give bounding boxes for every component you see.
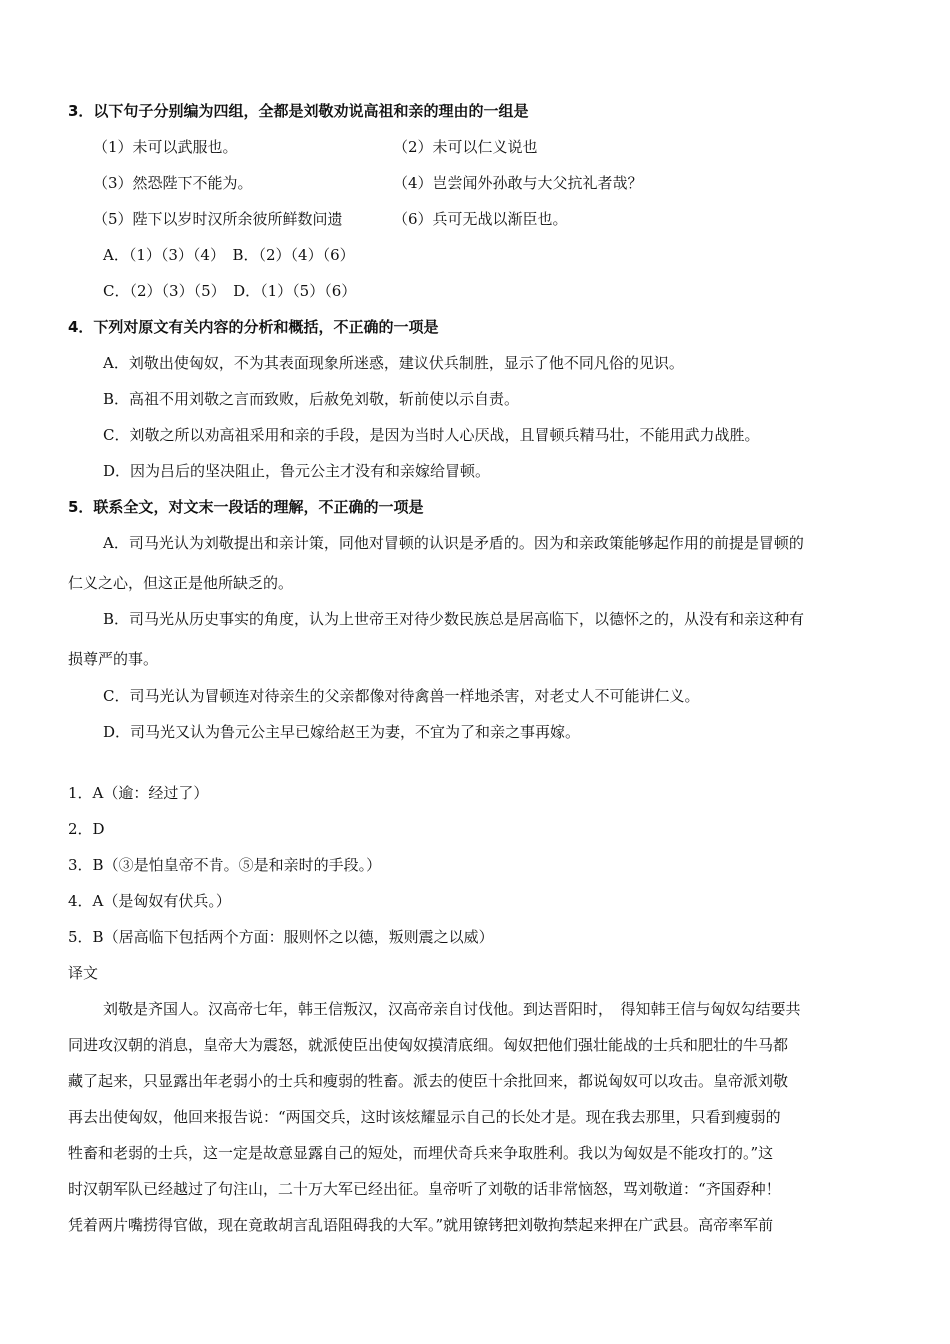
q4-option-b: B．高祖不用刘敬之言而致败，后赦免刘敬，斩前使以示自责。 xyxy=(103,390,520,408)
question-3-title: 3．以下句子分别编为四组，全都是刘敬劝说高祖和亲的理由的一组是 xyxy=(68,102,529,120)
q5-option-b-line2: 损尊严的事。 xyxy=(68,650,159,668)
q3-item-1: （1）未可以武服也。 xyxy=(93,138,238,156)
q5-option-a-line1: A．司马光认为刘敬提出和亲计策，同他对冒顿的认识是矛盾的。因为和亲政策能够起作用的前提是冒顿的 xyxy=(103,534,804,552)
q5-option-a-line2: 仁义之心，但这正是他所缺乏的。 xyxy=(68,574,294,592)
translation-line: 藏了起来，只显露出年老弱小的士兵和瘦弱的牲畜。派去的使臣十余批回来，都说匈奴可以攻击。皇帝派刘敬 xyxy=(68,1072,789,1090)
translation-line: 时汉朝军队已经越过了句注山，二十万大军已经出征。皇帝听了刘敬的话非常恼怒，骂刘敬道：“齐国孬种！ xyxy=(68,1180,781,1198)
answer-3: 3．B（③是怕皇帝不肯。⑤是和亲时的手段。） xyxy=(68,856,382,874)
q4-option-a: A．刘敬出使匈奴，不为其表面现象所迷惑，建议伏兵制胜，显示了他不同凡俗的见识。 xyxy=(103,354,684,372)
q3-item-6: （6）兵可无战以渐臣也。 xyxy=(393,210,568,228)
q4-option-c: C．刘敬之所以劝高祖采用和亲的手段，是因为当时人心厌战，且冒顿兵精马壮，不能用武力战胜。 xyxy=(103,426,760,444)
q5-option-b-line1: B．司马光从历史事实的角度，认为上世帝王对待少数民族总是居高临下，以德怀之的，从没有和亲这种有 xyxy=(103,610,805,628)
question-5-title: 5．联系全文，对文末一段话的理解，不正确的一项是 xyxy=(68,498,424,516)
q3-item-2: （2）未可以仁义说也 xyxy=(393,138,538,156)
q5-option-d: D．司马光又认为鲁元公主早已嫁给赵王为妻，不宜为了和亲之事再嫁。 xyxy=(103,723,581,741)
q3-options-ab: A．（1）（3）（4） B．（2）（4）（6） xyxy=(103,246,355,264)
q3-options-cd: C．（2）（3）（5） D．（1）（5）（6） xyxy=(103,282,357,300)
q4-option-d: D．因为吕后的坚决阻止，鲁元公主才没有和亲嫁给冒顿。 xyxy=(103,462,491,480)
answer-2: 2．D xyxy=(68,820,105,838)
translation-line: 再去出使匈奴，他回来报告说：“两国交兵，这时该炫耀显示自己的长处才是。现在我去那里，只看到瘦弱的 xyxy=(68,1108,781,1126)
answer-4: 4．A（是匈奴有伏兵。） xyxy=(68,892,231,910)
q3-item-4: （4）岂尝闻外孙敢与大父抗礼者哉？ xyxy=(393,174,643,192)
answer-1: 1．A（逾：经过了） xyxy=(68,784,209,802)
q3-item-5: （5）陛下以岁时汉所余彼所鲜数问遗 xyxy=(93,210,343,228)
translation-heading: 译文 xyxy=(68,964,99,982)
q5-option-c: C．司马光认为冒顿连对待亲生的父亲都像对待禽兽一样地杀害，对老丈人不可能讲仁义。 xyxy=(103,687,700,705)
translation-line: 刘敬是齐国人。汉高帝七年，韩王信叛汉，汉高帝亲自讨伐他。到达晋阳时， 得知韩王信与匈奴勾结要共 xyxy=(103,1000,801,1018)
question-4-title: 4．下列对原文有关内容的分析和概括，不正确的一项是 xyxy=(68,318,439,336)
answer-5: 5．B（居高临下包括两个方面：服则怀之以德，叛则震之以威） xyxy=(68,928,494,946)
translation-line: 同进攻汉朝的消息，皇帝大为震怒，就派使臣出使匈奴摸清底细。匈奴把他们强壮能战的士兵和肥壮的牛马都 xyxy=(68,1036,789,1054)
translation-line: 凭着两片嘴捞得官做，现在竟敢胡言乱语阻碍我的大军。”就用镣铐把刘敬拘禁起来押在广武县。高帝率军前 xyxy=(68,1216,774,1234)
translation-line: 牲畜和老弱的士兵，这一定是故意显露自己的短处，而埋伏奇兵来争取胜利。我以为匈奴是不能攻打的。”这 xyxy=(68,1144,774,1162)
q3-item-3: （3）然恐陛下不能为。 xyxy=(93,174,253,192)
